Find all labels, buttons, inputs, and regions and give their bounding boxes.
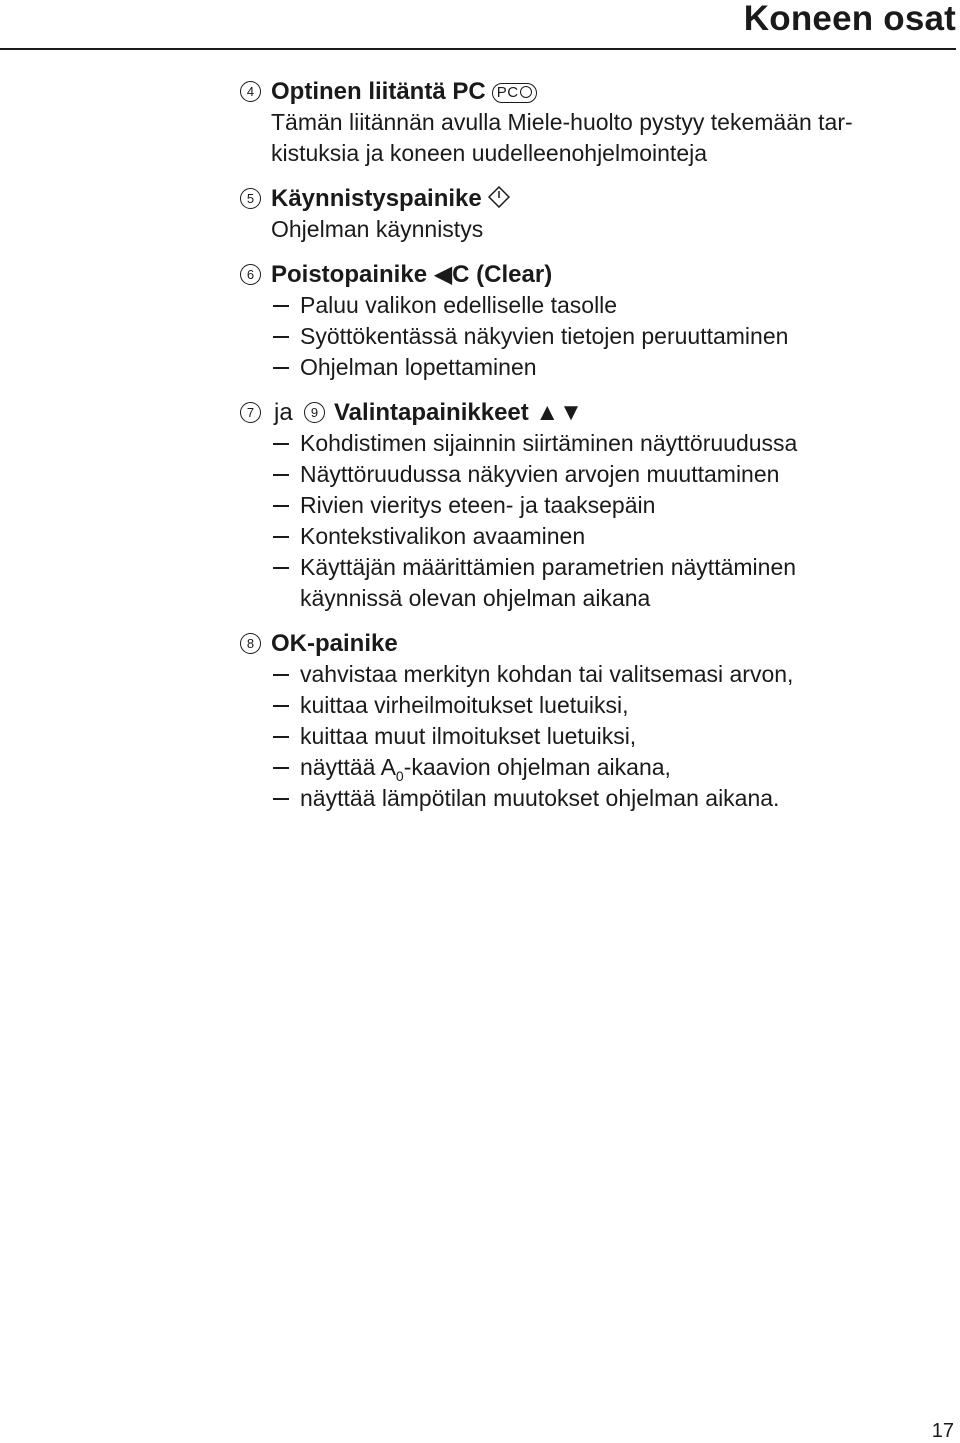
section-title: OK-painike [271, 630, 398, 657]
item-number-badge: 4 [240, 81, 261, 102]
list-item: Ohjelman lopettaminen [238, 352, 938, 383]
list-item: kuittaa virheilmoitukset luetuiksi, [238, 690, 938, 721]
list-item: Kontekstivalikon avaaminen [238, 521, 938, 552]
description-line: kistuksia ja koneen uudelleenohjelmointeja [271, 140, 708, 166]
list-item: kuittaa muut ilmoitukset luetuiksi, [238, 721, 938, 752]
section-title: Käynnistyspainike [271, 185, 482, 212]
list-item: Rivien vieritys eteen- ja taaksepäin [238, 490, 938, 521]
list-item: Käyttäjän määrittämien parametrien näyttäminen [238, 552, 938, 583]
section-title: Valintapainikkeet ▲▼ [334, 399, 583, 426]
list-item: Syöttökentässä näkyvien tietojen peruuttaminen [238, 321, 938, 352]
page-header [0, 0, 956, 50]
description-line: Ohjelman käynnistys [271, 216, 484, 242]
list-item: Näyttöruudussa näkyvien arvojen muuttaminen [238, 459, 938, 490]
start-button-icon [488, 186, 510, 208]
pc-optical-interface-icon: PC [492, 83, 537, 103]
section-heading [238, 183, 938, 214]
section-selection-buttons [238, 397, 938, 614]
item-number-badge: 7 [240, 402, 261, 423]
item-number-badge: 9 [304, 402, 325, 423]
section-heading [238, 628, 938, 659]
list-item: näyttää lämpötilan muutokset ohjelman aikana. [238, 783, 938, 814]
item-number-badge: 5 [240, 188, 261, 209]
section-optical-interface [238, 76, 938, 169]
description-line: Tämän liitännän avulla Miele-huolto pystyy tekemään tar- [271, 109, 853, 135]
section-title: Poistopainike ◀C (Clear) [271, 261, 553, 288]
list-item: näyttää $A_0$-kaavion ohjelman aikana, [238, 752, 938, 783]
section-heading [238, 259, 938, 290]
content [238, 76, 938, 814]
list-item-continuation: käynnissä olevan ohjelman aikana [300, 585, 651, 611]
section-ok-button [238, 628, 938, 814]
item-number-badge: 6 [240, 264, 261, 285]
section-clear-button [238, 259, 938, 383]
section-heading [238, 397, 938, 428]
section-start-button [238, 183, 938, 245]
page-number: 17 [931, 1420, 954, 1442]
page-title: Koneen osat [743, 0, 956, 38]
conjunction: ja [274, 399, 293, 426]
list-item: Kohdistimen sijainnin siirtäminen näyttöruudussa [238, 428, 938, 459]
list-item: Paluu valikon edelliselle tasolle [238, 290, 938, 321]
list-item: vahvistaa merkityn kohdan tai valitsemasi arvon, [238, 659, 938, 690]
section-heading [238, 76, 938, 107]
section-title: Optinen liitäntä PC [271, 78, 486, 105]
item-number-badge: 8 [240, 633, 261, 654]
